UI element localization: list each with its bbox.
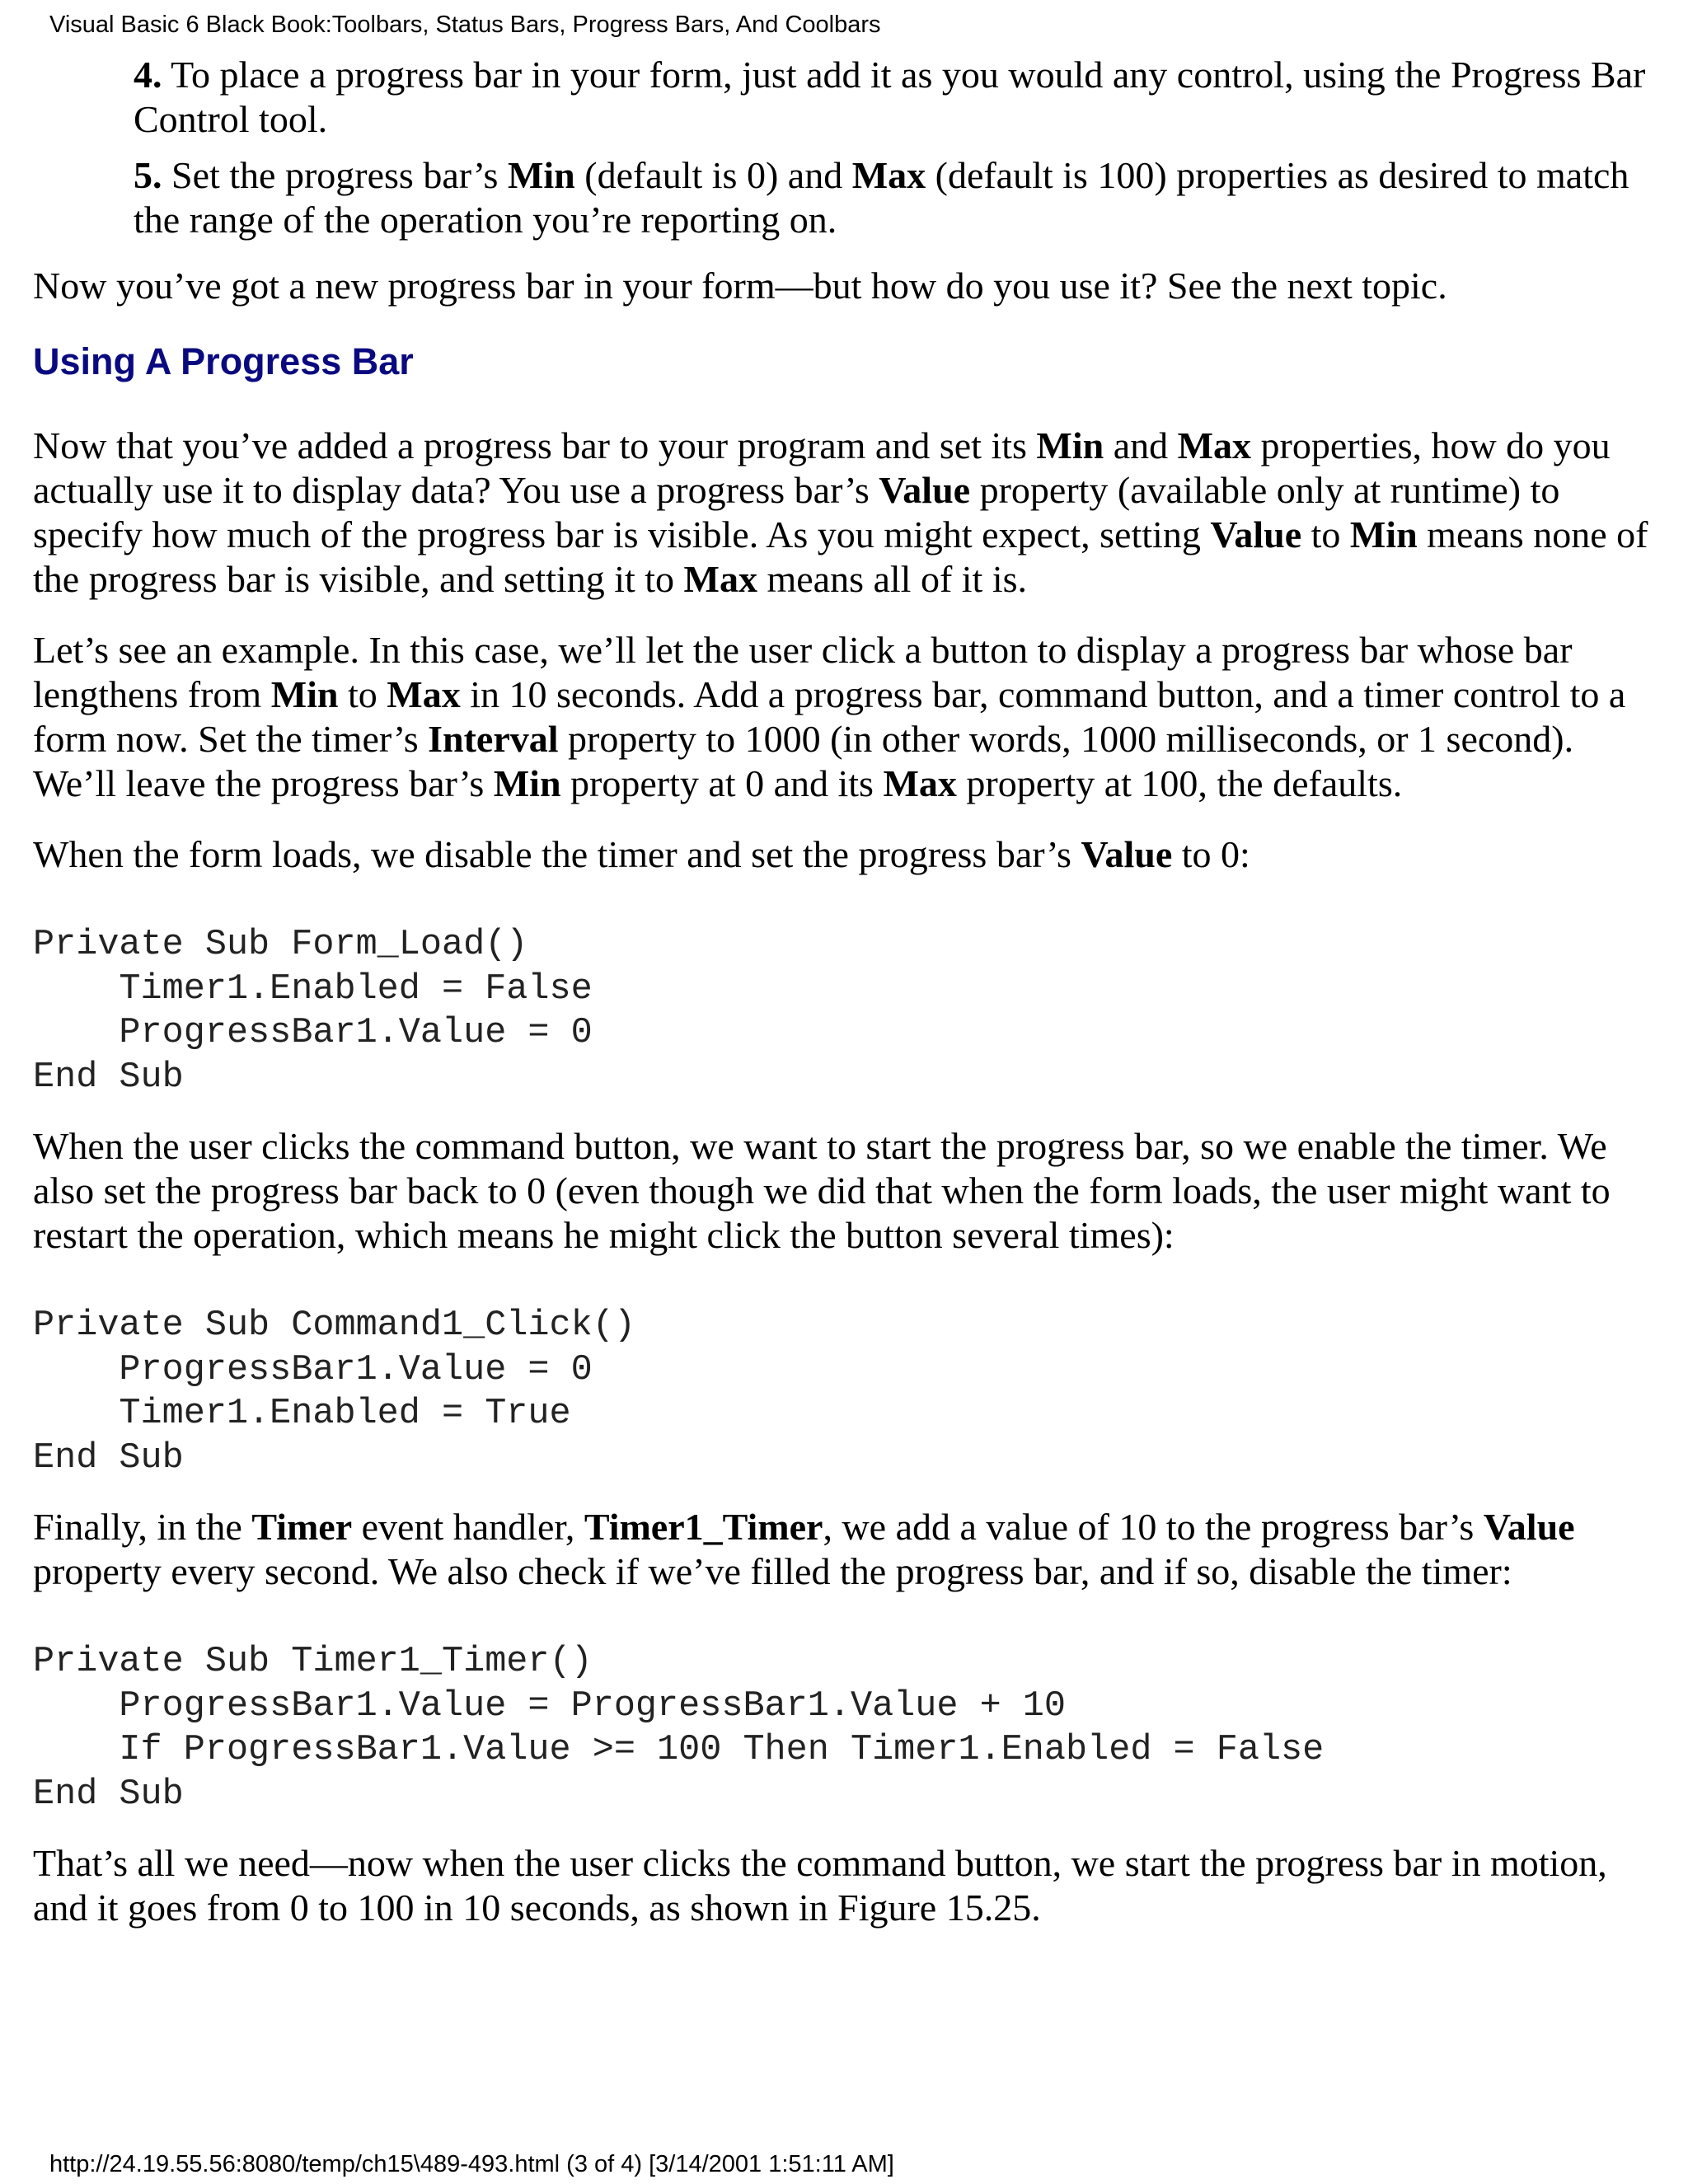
page-header: Visual Basic 6 Black Book:Toolbars, Status Bars, Progress Bars, And Coolbars bbox=[49, 12, 881, 38]
intro-paragraph: Now you’ve got a new progress bar in your form—but how do you use it? See the next topic. bbox=[33, 265, 1447, 307]
step-number: 5. bbox=[134, 154, 162, 196]
page-footer-url: http://24.19.55.56:8080/temp/ch15\489-493.html (3 of 4) [3/14/2001 1:51:11 AM] bbox=[49, 2151, 894, 2177]
step-4 bbox=[134, 53, 1657, 142]
paragraph-timer: Finally, in the Timer event handler, Timer1_Timer, we add a value of 10 to the progress bar’s Value property every second. We also check if we’ve filled the progress bar, and if so, disable the timer: bbox=[33, 1506, 1575, 1592]
code-block-timer: Private Sub Timer1_Timer() ProgressBar1.Value = ProgressBar1.Value + 10 If ProgressBar1.Value >= 100 Then Timer1.Enabled = False End Sub bbox=[33, 1642, 1325, 1815]
step-text: To place a progress bar in your form, just add it as you would any control, using the Progress Bar Control tool. bbox=[134, 54, 1646, 140]
paragraph-value-property: Now that you’ve added a progress bar to your program and set its Min and Max properties, how do you actually use it to display data? You use a progress bar’s Value property (available only at runtime) to specify how much of the progress bar is visible. As you might expect, setting Value to Min means none of the progress bar is visible, and setting it to Max means all of it is. bbox=[33, 424, 1648, 600]
paragraph-conclusion: That’s all we need—now when the user clicks the command button, we start the progress bar in motion, and it goes from 0 to 100 in 10 seconds, as shown in Figure 15.25. bbox=[33, 1842, 1607, 1929]
paragraph-example: Let’s see an example. In this case, we’ll let the user click a button to display a progress bar whose bar lengthens from Min to Max in 10 seconds. Add a progress bar, command button, and a timer control to a form now. Set the timer’s Interval property to 1000 (in other words, 1000 milliseconds, or 1 second). We’ll leave the progress bar’s Min property at 0 and its Max property at 100, the defaults. bbox=[33, 629, 1626, 804]
paragraph-form-load: When the form loads, we disable the timer and set the progress bar’s Value to 0: bbox=[33, 833, 1250, 875]
code-block-command-click: Private Sub Command1_Click() ProgressBar1.Value = 0 Timer1.Enabled = True End Sub bbox=[33, 1305, 635, 1479]
step-5: 5. Set the progress bar’s Min (default is 0) and Max (default is 100) properties as desired to match the range of the operation you’re reporting on. bbox=[134, 154, 1629, 241]
document-body bbox=[33, 53, 1657, 1957]
code-block-form-load: Private Sub Form_Load() Timer1.Enabled = False ProgressBar1.Value = 0 End Sub bbox=[33, 925, 593, 1098]
section-title: Using A Progress Bar bbox=[33, 340, 414, 382]
step-number: 4. bbox=[134, 54, 162, 96]
paragraph-command-click: When the user clicks the command button, we want to start the progress bar, so we enable the timer. We also set the progress bar back to 0 (even though we did that when the form loads, the user might want to restart the operation, which means he might click the button several times): bbox=[33, 1125, 1611, 1256]
